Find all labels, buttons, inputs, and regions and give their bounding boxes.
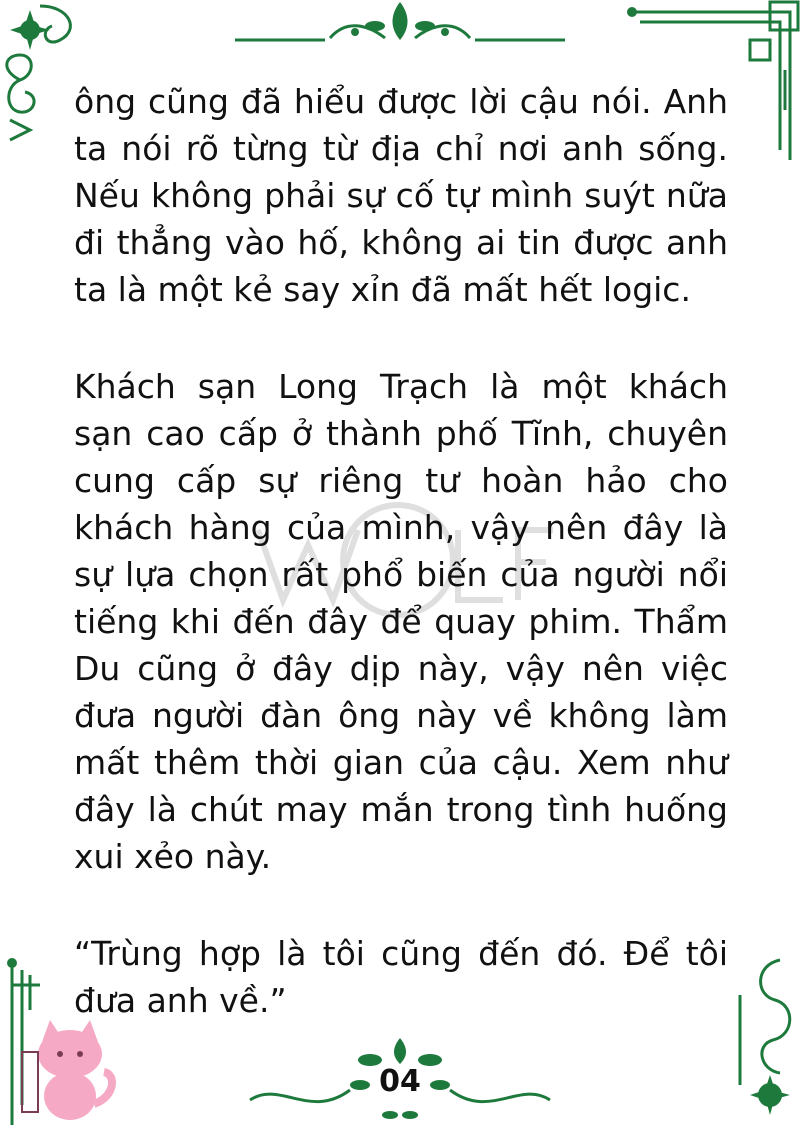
page-body-text xyxy=(74,78,728,1024)
text-line: Du cũng ở đây dịp này, vậy nên việc xyxy=(74,649,728,688)
text-line: xui xẻo này. xyxy=(74,837,272,876)
text-line: đưa anh về.” xyxy=(74,981,287,1020)
page-number: 04 xyxy=(379,1064,421,1099)
paragraph xyxy=(74,363,728,880)
text-line: mất thêm thời gian của cậu. Xem như xyxy=(74,743,728,782)
text-line: sạn cao cấp ở thành phố Tĩnh, chuyên xyxy=(74,414,728,453)
text-line: ông cũng đã hiểu được lời cậu nói. Anh xyxy=(74,82,728,121)
paragraph xyxy=(74,930,728,1024)
text-line: “Trùng hợp là tôi cũng đến đó. Để tôi xyxy=(74,934,728,973)
cat-mascot-icon xyxy=(20,1012,120,1127)
text-line: đi thẳng vào hố, không ai tin được anh xyxy=(74,223,728,262)
text-line: cung cấp sự riêng tư hoàn hảo cho xyxy=(74,461,728,500)
text-line: Nếu không phải sự cố tự mình suýt nữa xyxy=(74,176,728,215)
text-line: ta nói rõ từng từ địa chỉ nơi anh sống. xyxy=(74,129,728,168)
paragraph xyxy=(74,78,728,313)
text-line: đây là chút may mắn trong tình huống xyxy=(74,790,728,829)
top-center-ornament xyxy=(235,0,565,50)
text-line: đưa người đàn ông này về không làm xyxy=(74,696,728,735)
text-line: tiếng khi đến đây để quay phim. Thẩm xyxy=(74,602,728,641)
bottom-right-corner-ornament xyxy=(725,955,800,1132)
text-line: sự lựa chọn rất phổ biến của người nổi xyxy=(74,555,728,594)
text-line: Khách sạn Long Trạch là một khách xyxy=(74,367,728,406)
text-line: khách hàng của mình, vậy nên đây là xyxy=(74,508,728,547)
text-line: ta là một kẻ say xỉn đã mất hết logic. xyxy=(74,270,691,309)
